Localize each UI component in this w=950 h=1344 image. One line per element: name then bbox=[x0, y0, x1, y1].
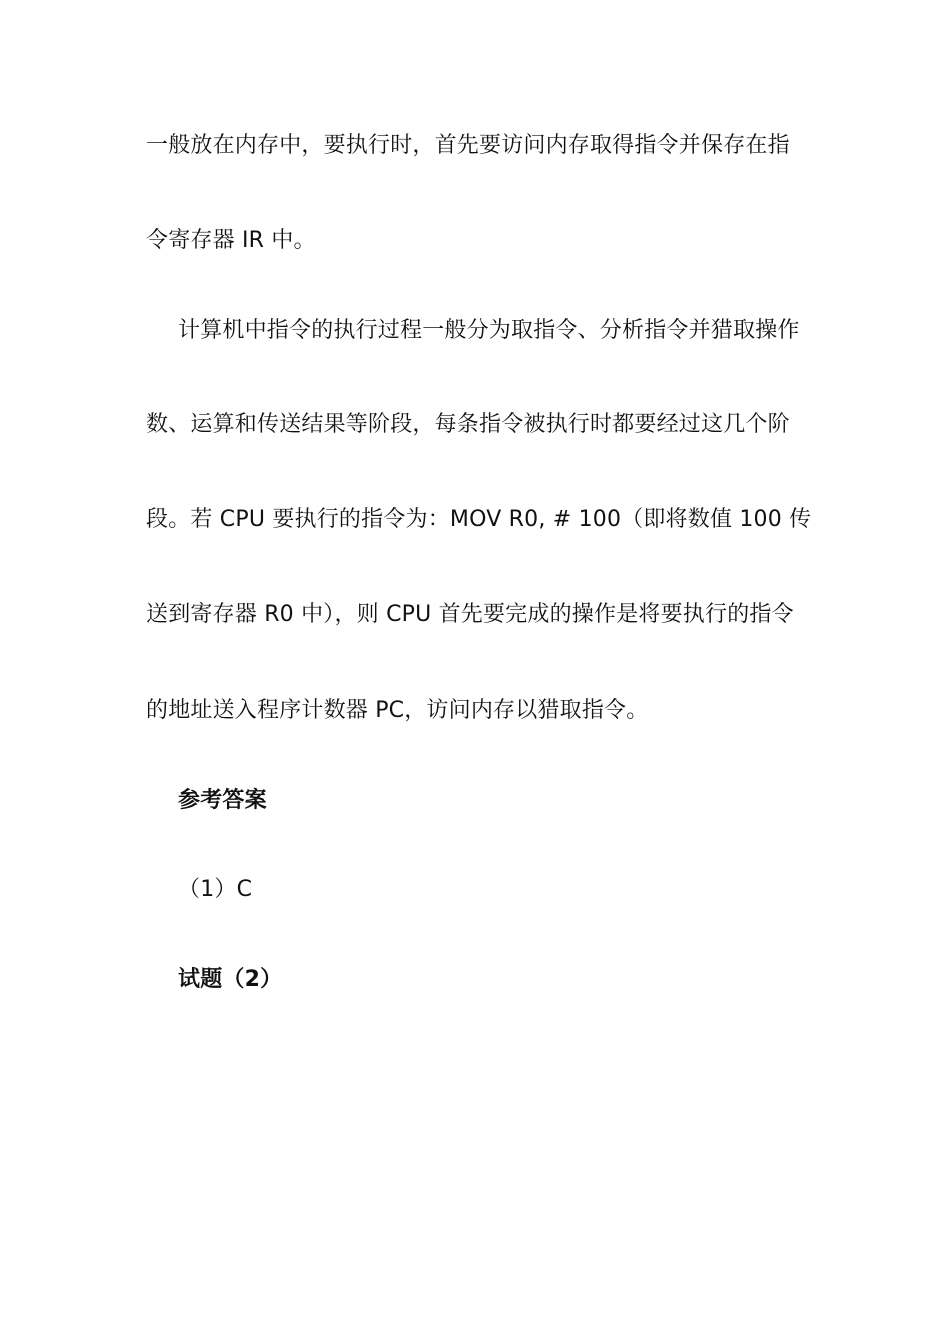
paragraph-line: 一般放在内存中，要执行时，首先要访问内存取得指令并保存在指 bbox=[146, 133, 790, 158]
paragraph-line: 的地址送入程序计数器 PC，访问内存以猎取指令。 bbox=[146, 698, 649, 723]
paragraph-line: 送到寄存器 R0 中），则 CPU 首先要完成的操作是将要执行的指令 bbox=[146, 602, 794, 627]
paragraph-line: 计算机中指令的执行过程一般分为取指令、分析指令并猎取操作 bbox=[178, 318, 800, 343]
paragraph-line: 段。若 CPU 要执行的指令为：MOV R0, # 100（即将数值 100 传 bbox=[146, 507, 812, 532]
paragraph-line: 数、运算和传送结果等阶段，每条指令被执行时都要经过这几个阶 bbox=[146, 412, 790, 437]
paragraph-line: 令寄存器 IR 中。 bbox=[146, 228, 316, 253]
answer-heading: 参考答案 bbox=[178, 788, 267, 813]
question-heading: 试题（2） bbox=[178, 967, 283, 992]
answer-item: （1）C bbox=[178, 877, 253, 902]
